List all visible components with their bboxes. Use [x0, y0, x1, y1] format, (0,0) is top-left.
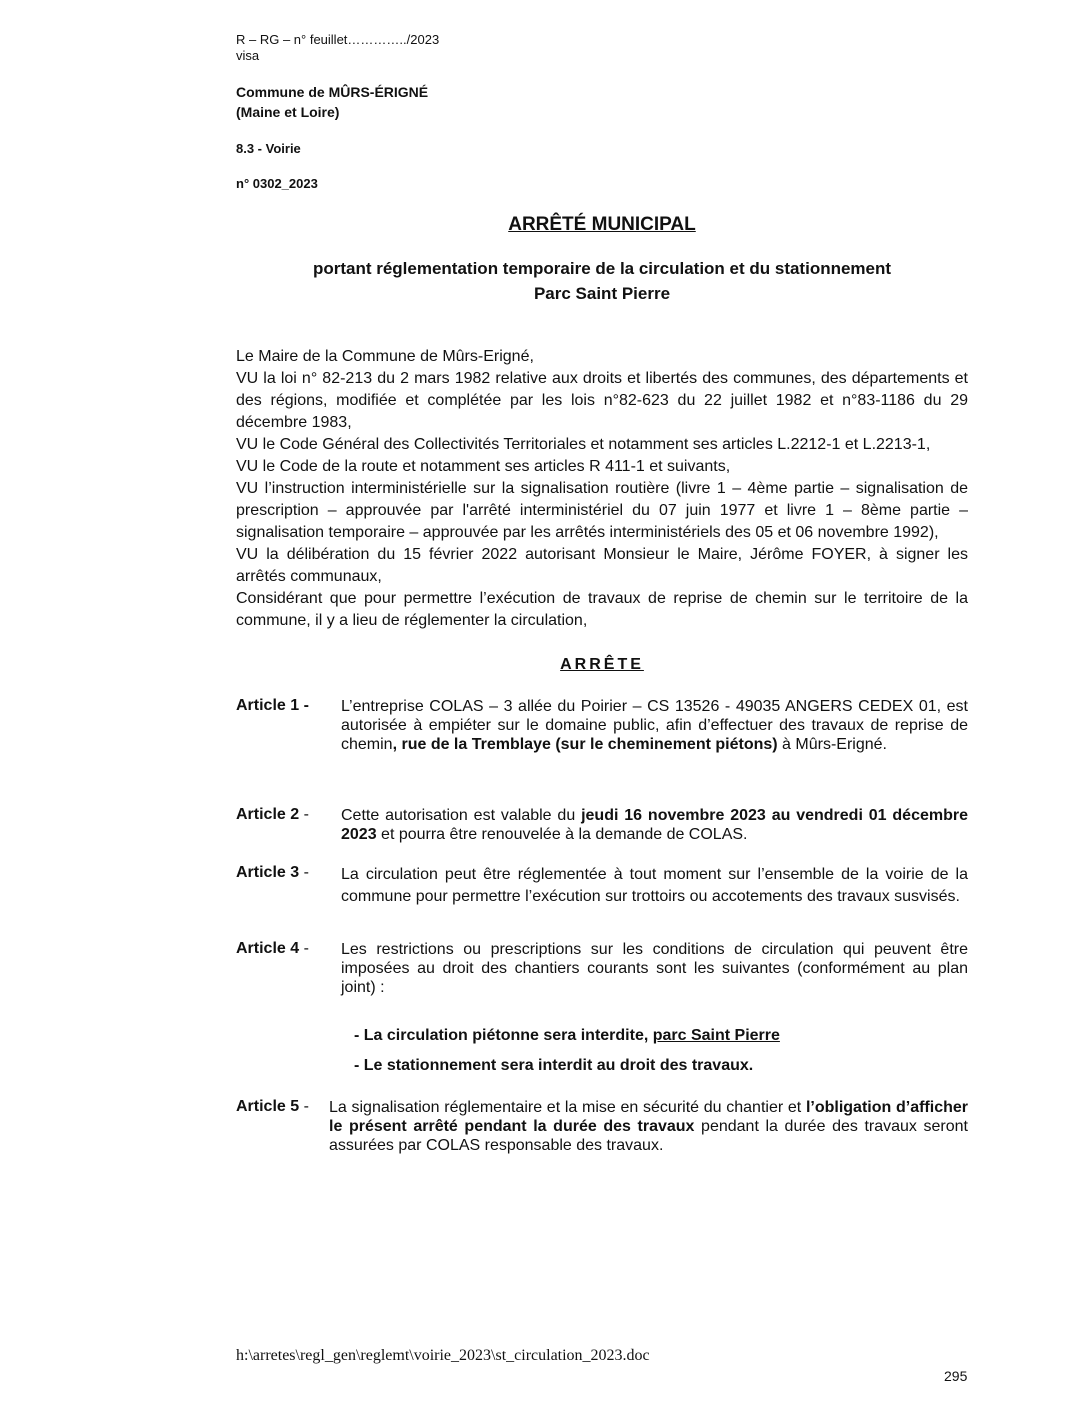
subtitle-line-1: portant réglementation temporaire de la circulation et du stationnement — [312, 259, 892, 278]
subtitle-line-2: Parc Saint Pierre — [533, 284, 671, 303]
article-4-text: Les restrictions ou prescriptions sur les conditions de circulation qui peuvent être imposées au droit des chantiers courants sont les suivantes (conformément au plan joint) : — [341, 941, 968, 996]
article-4-label — [236, 940, 309, 958]
document-subtitle — [236, 256, 968, 306]
article-2-dash: - — [299, 806, 309, 823]
article-2-text-end: et pourra être renouvelée à la demande de COLAS. — [376, 826, 748, 843]
visa-label: visa — [236, 48, 260, 63]
article-4-bullet-1 — [354, 1026, 780, 1045]
article-2-dates: jeudi 16 novembre 2023 au vendredi 01 décembre 2023 — [341, 807, 969, 843]
arrete-heading: ARRÊTE — [560, 656, 644, 673]
article-3-dash: - — [299, 864, 309, 881]
bullet-1-text: - La circulation piétonne sera interdite, — [354, 1027, 653, 1044]
preamble-line: VU l’instruction interministérielle sur la signalisation routière (livre 1 – 4ème partie – signalisation de prescription – approuvée par l'arrêté interministériel du 07 juin 1977 et livre 1 – 8ème partie – signalisation temporaire – approuvée par les arrêtés interministériels des 05 et 06 novembre 1992), — [236, 480, 968, 541]
article-2-label — [236, 806, 309, 824]
department-name: (Maine et Loire) — [236, 104, 340, 120]
page-number: 295 — [944, 1368, 968, 1384]
preamble-line: VU le Code de la route et notamment ses articles R 411-1 et suivants, — [236, 458, 731, 475]
article-5-label-text: Article 5 — [236, 1098, 300, 1115]
article-3-label — [236, 864, 309, 882]
article-1-location: , rue de la Tremblaye (sur le cheminement piétons) — [392, 736, 778, 753]
article-5-text — [329, 1098, 968, 1155]
article-3-label-text: Article 3 — [236, 864, 300, 881]
article-4-dash: - — [299, 940, 309, 957]
bullet-1-place: parc Saint Pierre — [652, 1027, 780, 1044]
preamble-line: VU la loi n° 82-213 du 2 mars 1982 relative aux droits et libertés des communes, des départements et des régions, modifiée et complétée par les lois n°82-623 du 22 juillet 1982 et n°83-1186 du 29 décembre 1983, — [236, 370, 968, 431]
article-3-text: La circulation peut être réglementée à tout moment sur l’ensemble de la voirie de la commune pour permettre l’exécution sur trottoirs ou accotements des travaux susvisés. — [341, 866, 968, 905]
article-1-text — [341, 697, 968, 754]
preamble-line: VU le Code Général des Collectivités Territoriales et notamment ses articles L.2212-1 et L.2213-1, — [236, 436, 931, 453]
article-1-text-end: à Mûrs-Erigné. — [777, 736, 887, 753]
preamble-line: Considérant que pour permettre l’exécution de travaux de reprise de chemin sur le territoire de la commune, il y a lieu de réglementer la circulation, — [236, 590, 968, 629]
preamble — [236, 346, 968, 632]
file-path: h:\arretes\regl_gen\reglemt\voirie_2023\st_circulation_2023.doc — [236, 1347, 650, 1364]
preamble-line: VU la délibération du 15 février 2022 autorisant Monsieur le Maire, Jérôme FOYER, à signer les arrêtés communaux, — [236, 546, 968, 585]
article-5-dash: - — [299, 1098, 309, 1115]
article-5-text-end: pendant la durée des travaux seront assurées par COLAS responsable des travaux. — [329, 1118, 969, 1154]
preamble-line: Le Maire de la Commune de Mûrs-Erigné, — [236, 348, 534, 365]
category-label: 8.3 - Voirie — [236, 141, 301, 156]
article-2-text-part: Cette autorisation est valable du — [341, 807, 582, 824]
reference-line: R – RG – n° feuillet…………../2023 — [236, 32, 440, 47]
document-title: ARRÊTÉ MUNICIPAL — [508, 214, 696, 235]
article-2-text — [341, 806, 968, 844]
article-5-label — [236, 1098, 309, 1116]
article-4-bullet-2: - Le stationnement sera interdit au droit des travaux. — [354, 1057, 754, 1074]
article-1-label: Article 1 - — [236, 697, 309, 714]
article-5-text-part: La signalisation réglementaire et la mise en sécurité du chantier et — [329, 1099, 806, 1116]
article-1-text-part: L’entreprise COLAS – 3 allée du Poirier – CS 13526 - 49035 ANGERS CEDEX 01, est autorisée à empiéter sur le domaine public, afin d’effectuer des travaux de reprise de chemin — [341, 698, 968, 753]
article-4-label-text: Article 4 — [236, 940, 300, 957]
commune-name: Commune de MÛRS-ÉRIGNÉ — [236, 84, 429, 100]
article-5-obligation: l’obligation d’afficher le présent arrêté pendant la durée des travaux — [329, 1099, 968, 1135]
decree-number: n° 0302_2023 — [236, 176, 318, 191]
article-2-label-text: Article 2 — [236, 806, 300, 823]
